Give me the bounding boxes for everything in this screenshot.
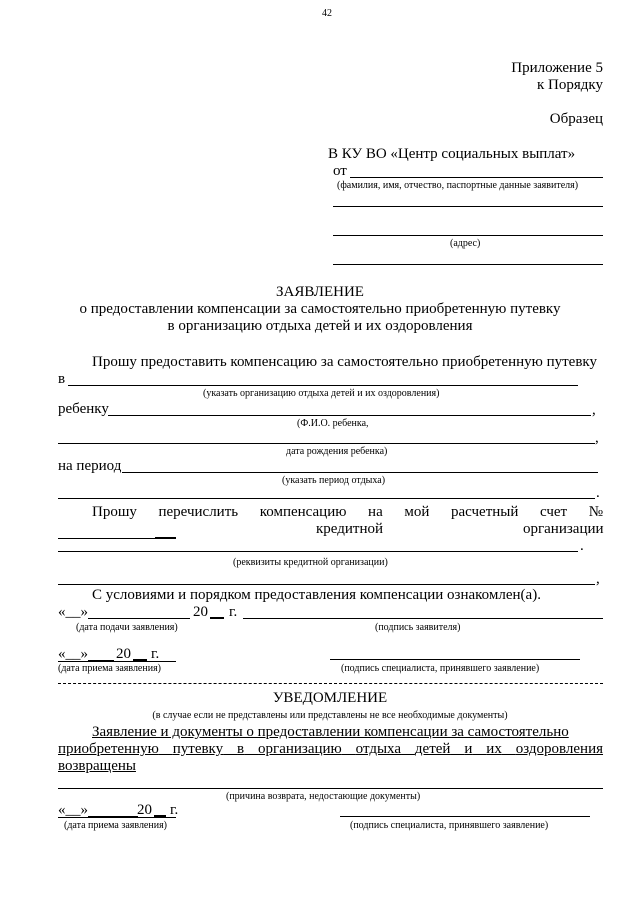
request-line: Прошу предоставить компенсацию за самостоятельно приобретенную путевку	[92, 354, 597, 370]
appendix-line1: Приложение 5	[511, 60, 603, 76]
account-line-end	[155, 537, 176, 539]
bank-line	[58, 551, 578, 552]
notice-line1: Заявление и документы о предоставлении компенсации за самостоятельно	[92, 724, 569, 740]
applicant-line	[350, 177, 603, 178]
period-line-2	[58, 498, 595, 499]
receipt-date-open: «__»	[58, 646, 88, 662]
cut-line	[58, 683, 603, 684]
address-line	[333, 235, 603, 236]
notice-receipt-date-hint: (дата приема заявления)	[64, 820, 168, 831]
notice-subtitle: (в случае если не представлены или представлены не все необходимые документы)	[152, 710, 508, 721]
org-hint: (указать организацию отдыха детей и их оздоровления)	[203, 388, 440, 399]
notice-line3: возвращены	[58, 758, 136, 774]
submit-month-line	[88, 618, 190, 619]
birth-line	[58, 443, 595, 444]
applicant-signature-hint: (подпись заявителя)	[375, 622, 461, 633]
appendix-line2: к Порядку	[537, 77, 603, 93]
period-hint: (указать период отдыха)	[282, 475, 386, 486]
specialist-signature-hint: (подпись специалиста, принявшего заявление)	[341, 663, 540, 674]
child-comma: ,	[592, 402, 596, 418]
period-line	[122, 472, 598, 473]
credit-word-2: организации	[523, 521, 604, 537]
address-hint: (адрес)	[450, 238, 481, 249]
bank-hint: (реквизиты кредитной организации)	[233, 557, 388, 568]
submit-year-suffix: г.	[229, 604, 238, 620]
child-hint: (Ф.И.О. ребенка,	[297, 418, 369, 429]
child-line	[108, 415, 591, 416]
receipt-date-hint: (дата приема заявления)	[58, 663, 162, 674]
reason-hint: (причина возврата, недостающие документы)	[226, 791, 421, 802]
bank-line-2	[58, 584, 595, 585]
period-label: на период	[58, 458, 122, 474]
reason-line	[58, 788, 603, 789]
title-line3: в организацию отдыха детей и их оздоровления	[167, 318, 473, 334]
receipt-year-prefix: 20	[116, 646, 131, 662]
submit-year-prefix: 20	[193, 604, 208, 620]
notice-signature-line	[340, 816, 590, 817]
in-label: в	[58, 371, 66, 387]
specialist-signature-line	[330, 659, 580, 660]
birth-comma: ,	[595, 430, 599, 446]
period-end: .	[596, 485, 600, 501]
org-line	[68, 385, 578, 386]
title-main: ЗАЯВЛЕНИЕ	[276, 284, 364, 300]
title-line2: о предоставлении компенсации за самостоятельно приобретенную путевку	[79, 301, 561, 317]
receipt-year-suffix: г.	[151, 646, 160, 662]
acquainted-line: С условиями и порядком предоставления компенсации ознакомлен(а).	[92, 587, 541, 603]
credit-word-1: кредитной	[316, 521, 384, 537]
submit-date-hint: (дата подачи заявления)	[76, 622, 178, 633]
page-number: 42	[322, 8, 332, 19]
submit-date-open: «__»	[58, 604, 88, 620]
notice-title: УВЕДОМЛЕНИЕ	[272, 690, 388, 706]
notice-specialist-signature-hint: (подпись специалиста, принявшего заявление)	[350, 820, 549, 831]
transfer-line: Прошу перечислить компенсацию на мой расчетный счет №	[92, 504, 604, 520]
submit-year-line	[210, 617, 224, 619]
addressee-to: В КУ ВО «Центр социальных выплат»	[328, 146, 576, 162]
bank-end-2: ,	[596, 571, 600, 587]
applicant-signature-line	[243, 618, 603, 619]
bank-end: .	[580, 538, 584, 554]
sample-label: Образец	[549, 111, 603, 127]
notice-date-line	[58, 817, 176, 818]
address-line-2	[333, 264, 603, 265]
notice-date-open: «__»	[58, 802, 88, 818]
applicant-hint: (фамилия, имя, отчество, паспортные данные заявителя)	[337, 180, 579, 191]
birth-hint: дата рождения ребенка)	[286, 446, 388, 457]
notice-line2: приобретенную путевку в организацию отдыха детей и их оздоровления	[58, 741, 604, 757]
addressee-from-label: от	[333, 163, 347, 179]
receipt-date-line	[58, 661, 176, 662]
notice-year-prefix: 20	[137, 802, 152, 818]
notice-year-suffix: г.	[170, 802, 179, 818]
applicant-line-2	[333, 206, 603, 207]
child-label: ребенку	[58, 401, 109, 417]
